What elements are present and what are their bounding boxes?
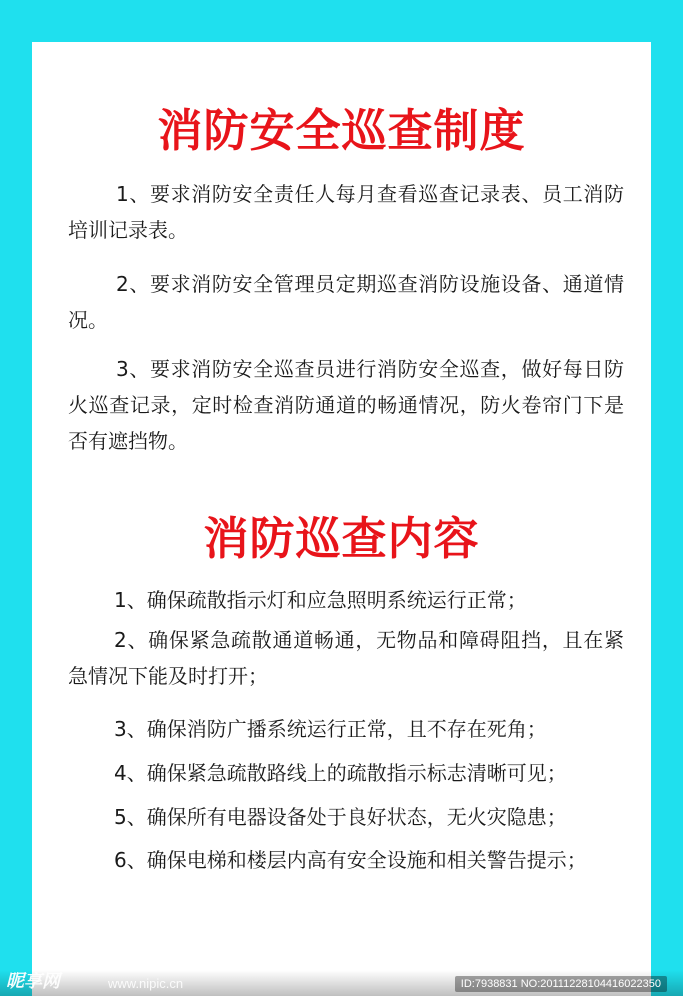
section1-item-1: 1、要求消防安全责任人每月查看巡查记录表、员工消防培训记录表。 [68, 182, 624, 242]
watermark-id: ID:7938831 NO:20111228104416022350 [455, 976, 667, 992]
section2-item-1: 1、确保疏散指示灯和应急照明系统运行正常； [114, 588, 527, 612]
poster-panel [32, 42, 651, 996]
section1-title: 消防安全巡查制度 [157, 104, 526, 157]
section2-item-3: 3、确保消防广播系统运行正常，且不存在死角； [114, 717, 547, 741]
section2-item-4: 4、确保紧急疏散路线上的疏散指示标志清晰可见； [114, 761, 567, 785]
watermark-logo: 昵享网 [6, 971, 60, 991]
section2-item-5: 5、确保所有电器设备处于良好状态，无火灾隐患； [114, 805, 567, 829]
section2-title: 消防巡查内容 [203, 512, 480, 565]
watermark-bar [0, 970, 683, 996]
section2-item-6: 6、确保电梯和楼层内高有安全设施和相关警告提示； [114, 848, 587, 872]
watermark-site: www.nipic.cn [108, 976, 184, 991]
section1-item-3: 3、要求消防安全巡查员进行消防安全巡查，做好每日防火巡查记录，定时检查消防通道的畅通情况，防火卷帘门下是否有遮挡物。 [68, 357, 624, 453]
section2-item-2: 2、确保紧急疏散通道畅通，无物品和障碍阻挡，且在紧急情况下能及时打开； [68, 628, 624, 688]
section1-item-2: 2、要求消防安全管理员定期巡查消防设施设备、通道情况。 [68, 272, 624, 332]
